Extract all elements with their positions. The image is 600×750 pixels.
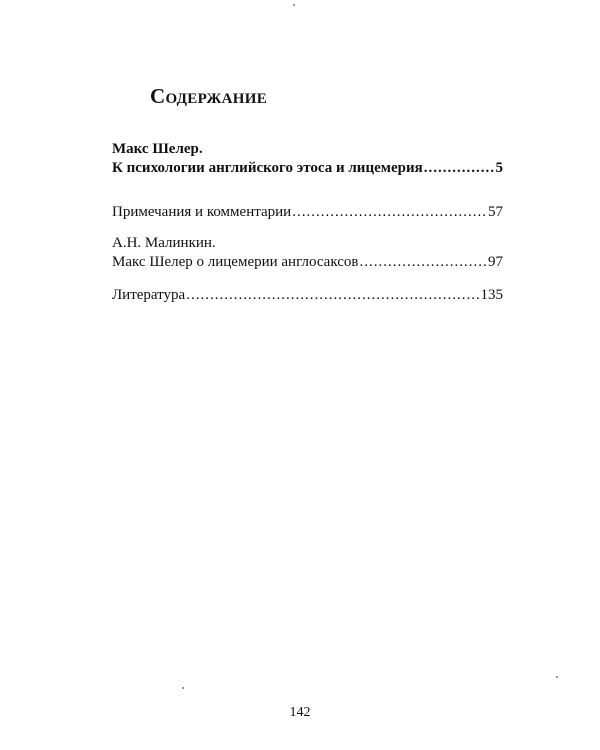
dot-leader (292, 203, 487, 222)
toc-entry-author: А.Н. Малинкин. (112, 235, 216, 251)
toc-entry-title: Литература (112, 287, 186, 303)
toc-entry-page-number: 135 (480, 287, 503, 303)
contents-heading: Содержание (150, 84, 268, 108)
dot-leader (186, 286, 479, 305)
toc-entry-page-number: 97 (488, 254, 503, 270)
dot-leader (424, 159, 495, 178)
toc-entry-scheler-essay[interactable] (112, 140, 503, 178)
scan-speck (556, 676, 558, 678)
toc-entry-literature[interactable] (112, 286, 503, 305)
toc-entry-page-number: 5 (495, 160, 503, 176)
page-number-footer: 142 (289, 705, 311, 720)
toc-entry-title: К психологии английского этоса и лицемерия (112, 160, 423, 176)
dot-leader (360, 253, 488, 272)
toc-entry-malinkin-essay[interactable] (112, 234, 503, 272)
scan-speck (293, 4, 295, 6)
toc-entry-author: Макс Шелер. (112, 141, 203, 157)
toc-entry-page-number: 57 (488, 204, 503, 220)
toc-entry-notes[interactable] (112, 203, 503, 222)
toc-entry-title: Макс Шелер о лицемерии англосаксов (112, 254, 359, 270)
toc-entry-title: Примечания и комментарии (112, 204, 292, 220)
scan-speck (182, 687, 184, 689)
